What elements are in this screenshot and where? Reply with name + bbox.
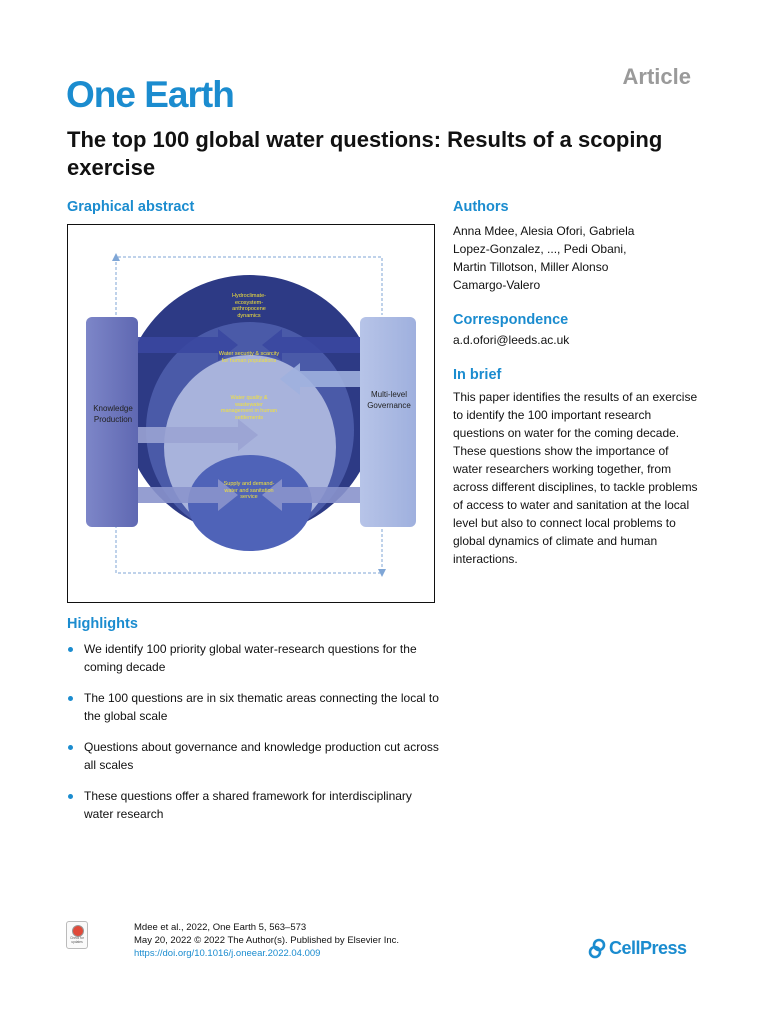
highlights-heading: Highlights [67, 616, 138, 632]
correspondence-heading: Correspondence [453, 312, 569, 328]
journal-name: One Earth [66, 74, 234, 115]
graphical-abstract-figure [67, 224, 435, 603]
in-brief-heading: In brief [453, 367, 502, 383]
knowledge-production-label: Knowledge Production [93, 404, 133, 424]
doi-link[interactable]: https://doi.org/10.1016/j.oneear.2022.04.009 [134, 948, 321, 959]
correspondence-email[interactable]: a.d.ofori@leeds.ac.uk [453, 333, 570, 347]
paper-title: The top 100 global water questions: Results of a scoping exercise [67, 127, 663, 180]
multi-level-governance-label: Multi-level Governance [367, 390, 411, 410]
highlight-item: These questions offer a shared framework for interdisciplinary water research [67, 787, 439, 823]
authors-heading: Authors [453, 199, 509, 215]
layer-label-water-quality: Water quality & wastewater management in human settlements [220, 395, 278, 421]
publisher-name: CellPress [609, 938, 687, 958]
article-type-label: Article [622, 64, 691, 89]
highlight-item: We identify 100 priority global water-research questions for the coming decade [67, 640, 439, 676]
highlights-list [67, 640, 439, 836]
bullet-icon [68, 696, 73, 701]
layer-label-hydroclimate: Hydroclimate-ecosystem-anthropocene dynamics [232, 293, 266, 319]
graphical-abstract-heading: Graphical abstract [67, 199, 195, 215]
bullet-icon [68, 647, 73, 652]
layer-label-water-security: Water security & scarcity for human populations [218, 351, 280, 364]
citation-line: Mdee et al., 2022, One Earth 5, 563–573 [134, 922, 307, 933]
authors-list: Anna Mdee, Alesia Ofori, Gabriela Lopez-Gonzalez, ..., Pedi Obani, Martin Tillotson, Miller Alonso Camargo-Valero [453, 224, 635, 292]
highlight-item: Questions about governance and knowledge production cut across all scales [67, 738, 439, 774]
multi-level-governance-box [360, 317, 416, 527]
bullet-icon [68, 794, 73, 799]
layer-label-supply-demand: Supply and demand- water and sanitation service [223, 481, 275, 500]
in-brief-text: This paper identifies the results of an exercise to identify the 100 important research questions on water for the coming decade. These questions show the importance of water researchers working together, from across different disciplines, to tackle problems of access to water and sanitation at the local level but also to connect local problems to global dynamics of climate and human interactions. [453, 390, 698, 566]
highlight-item: The 100 questions are in six thematic areas connecting the local to the global scale [67, 689, 439, 725]
check-for-updates-badge[interactable] [66, 921, 88, 949]
check-for-updates-label: Check for updates [70, 936, 84, 944]
bullet-icon [68, 745, 73, 750]
cellpress-mark-icon [588, 938, 608, 960]
copyright-line: May 20, 2022 © 2022 The Author(s). Published by Elsevier Inc. [134, 935, 400, 946]
